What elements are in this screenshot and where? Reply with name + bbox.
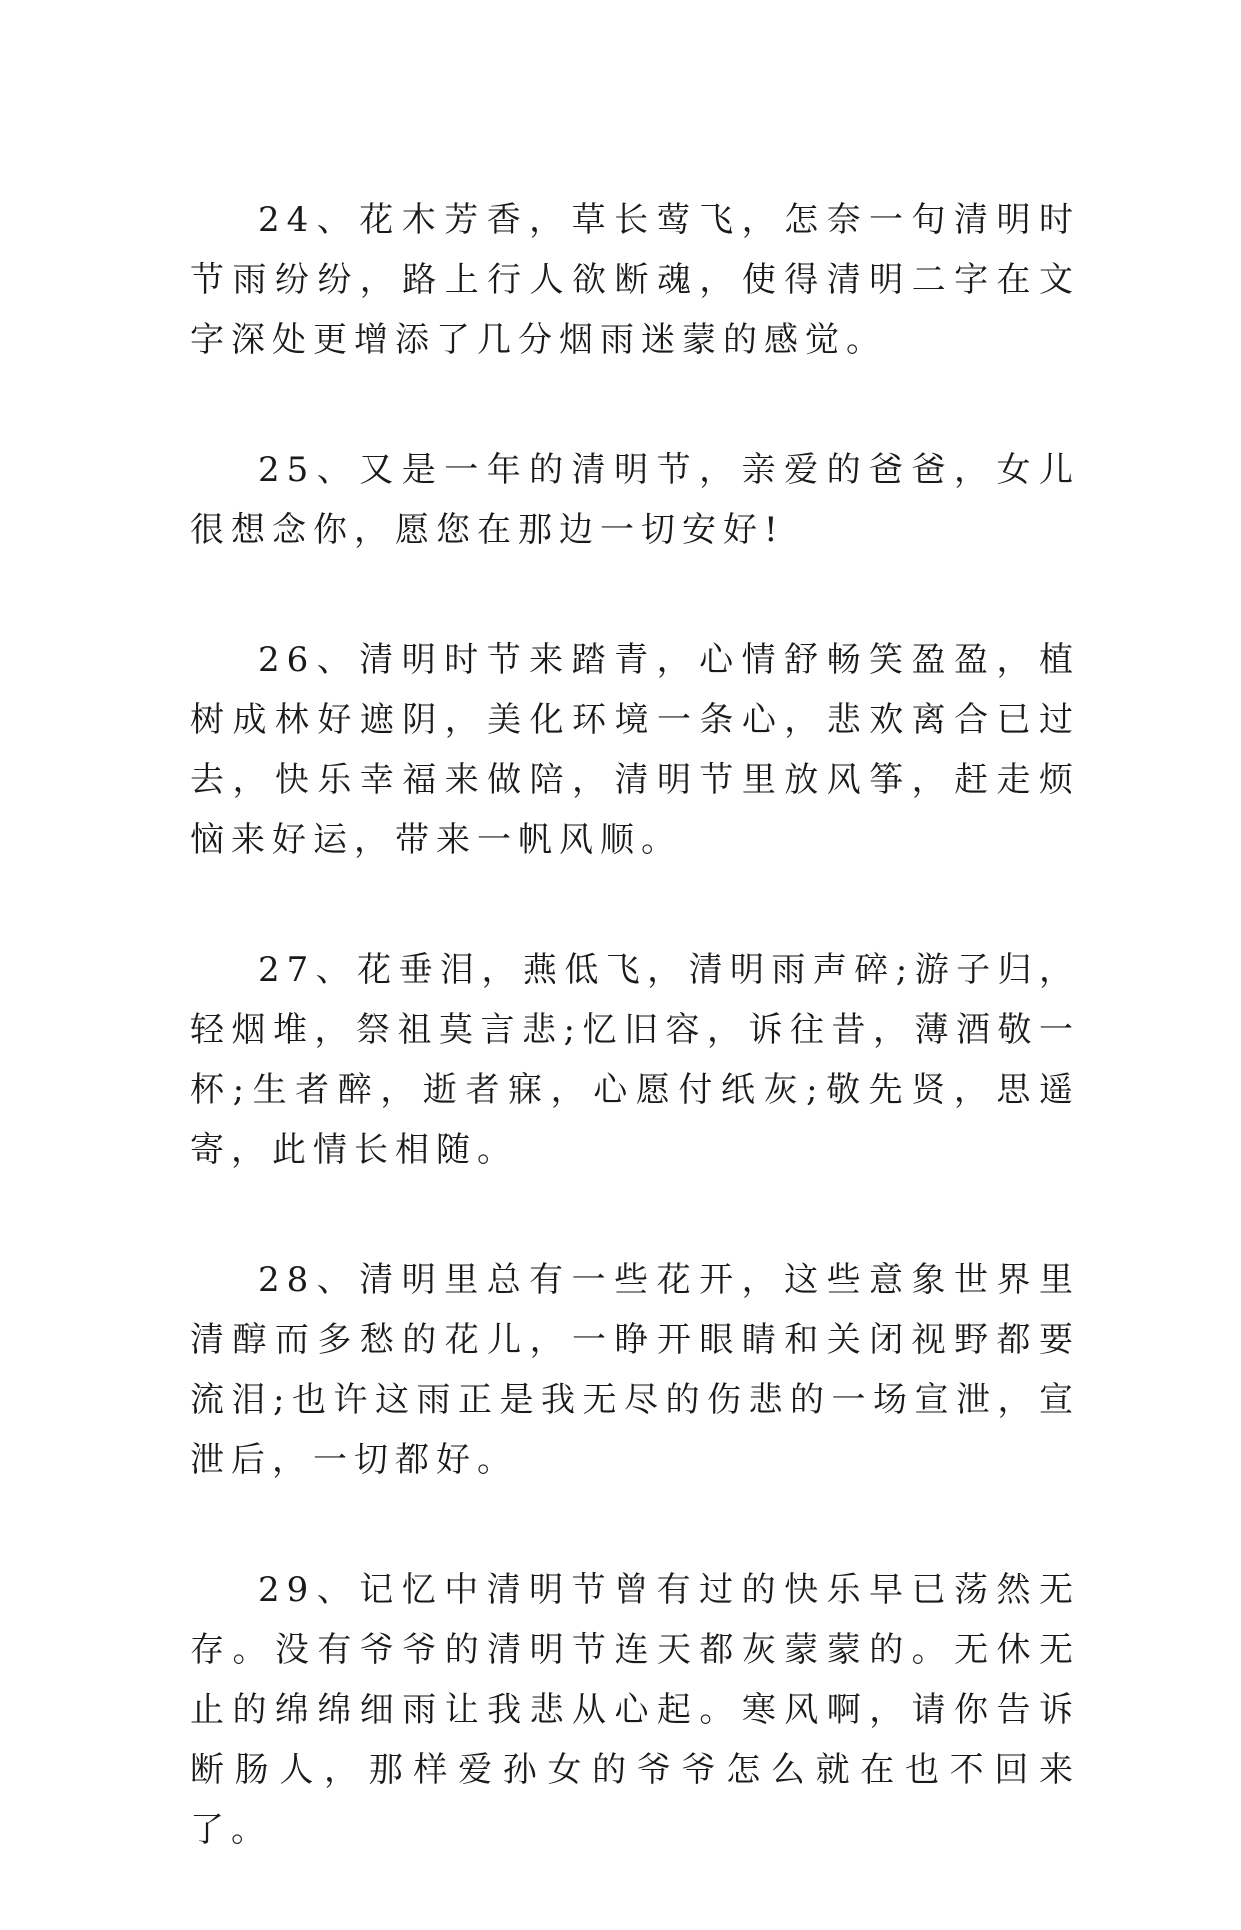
- paragraph-28: 28、清明里总有一些花开，这些意象世界里清醇而多愁的花儿，一睁开眼睛和关闭视野都要流泪;也许这雨正是我无尽的伤悲的一场宣泄，宣泄后，一切都好。: [190, 1260, 1080, 1480]
- paragraph-25: 25、又是一年的清明节，亲爱的爸爸，女儿很想念你，愿您在那边一切安好!: [190, 450, 1080, 550]
- paragraph-27: 27、花垂泪，燕低飞，清明雨声碎;游子归，轻烟堆，祭祖莫言悲;忆旧容，诉往昔，薄酒敬一杯;生者醉，逝者寐，心愿付纸灰;敬先贤，思遥寄，此情长相随。: [190, 950, 1080, 1170]
- paragraph-24: 24、花木芳香，草长莺飞，怎奈一句清明时节雨纷纷，路上行人欲断魂，使得清明二字在文字深处更增添了几分烟雨迷蒙的感觉。: [190, 200, 1080, 360]
- paragraph-26: 26、清明时节来踏青，心情舒畅笑盈盈，植树成林好遮阴，美化环境一条心，悲欢离合已过去，快乐幸福来做陪，清明节里放风筝，赶走烦恼来好运，带来一帆风顺。: [190, 640, 1080, 860]
- document-body: [190, 190, 1080, 1930]
- paragraph-29: 29、记忆中清明节曾有过的快乐早已荡然无存。没有爷爷的清明节连天都灰蒙蒙的。无休无止的绵绵细雨让我悲从心起。寒风啊，请你告诉断肠人，那样爱孙女的爷爷怎么就在也不回来了。: [190, 1570, 1080, 1850]
